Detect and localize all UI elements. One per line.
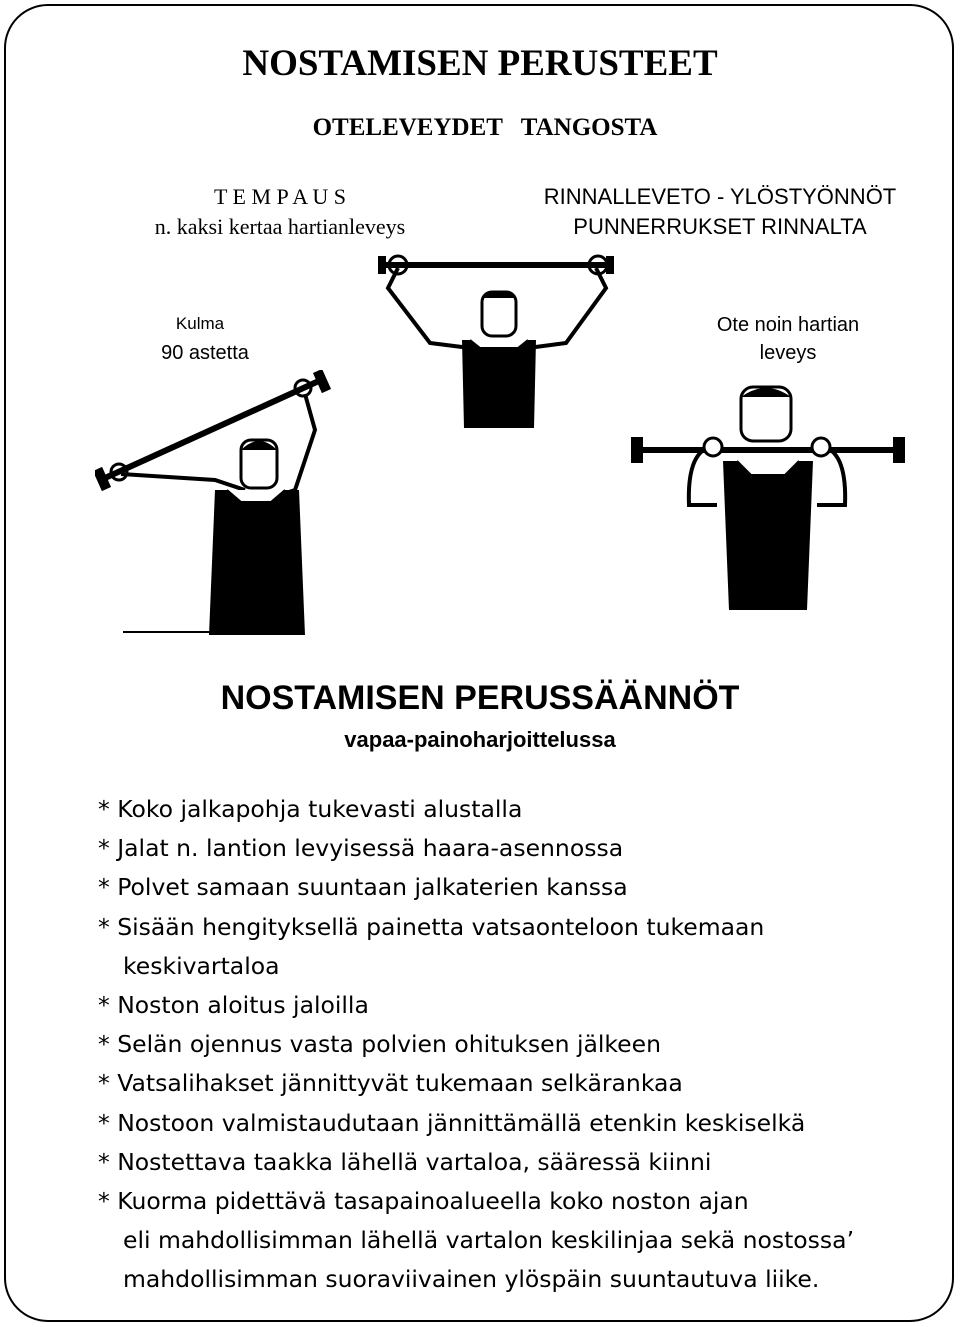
rule-item: * Vatsalihakset jännittyvät tukemaan selkärankaa [98,1069,683,1098]
clean-press-heading: RINNALLEVETO - YLÖSTYÖNNÖT [543,184,897,209]
rule-item: * Noston aloitus jaloilla [98,991,369,1020]
snatch-grip-note: n. kaksi kertaa hartianleveys [154,214,406,239]
grip-width-label: Ote noin hartian [716,314,860,336]
rule-item: * Jalat n. lantion levyisessä haara-asennossa [98,834,624,863]
rule-item: * Nostettava taakka lähellä vartaloa, sääressä kiinni [98,1147,712,1176]
grip-width-label-2: leveys [759,342,817,364]
angle-value-label: 90 astetta [161,342,249,364]
page-title: NOSTAMISEN PERUSTEET [242,43,718,84]
front-press-note: PUNNERRUKSET RINNALTA [573,214,867,239]
snatch-heading: T E M P A U S [213,184,347,209]
rule-item: * Sisään hengityksellä painetta vatsaonteloon tukemaan [98,912,765,941]
lifting-rules-list [98,790,854,1300]
rule-item-continuation: mahdollisimman suoraviivainen ylöspäin suuntautuva liike. [123,1265,820,1294]
angle-label: Kulma [175,314,225,333]
rules-title: NOSTAMISEN PERUSSÄÄNNÖT [220,679,740,717]
grip-widths-subtitle: OTELEVEYDET TANGOSTA [312,114,658,141]
rule-item: * Nostoon valmistaudutaan jännittämällä etenkin keskiselkä [98,1108,806,1137]
rule-item: * Kuorma pidettävä tasapainoalueella koko noston ajan [98,1187,749,1216]
overhead-grip-illustration [370,248,630,428]
front-press-illustration [625,385,910,610]
snatch-grip-illustration [95,370,335,635]
rule-item: * Selän ojennus vasta polvien ohituksen jälkeen [98,1030,661,1059]
rule-item: * Polvet samaan suuntaan jalkaterien kanssa [98,873,628,902]
rule-item-continuation: keskivartaloa [123,951,280,980]
rules-subtitle: vapaa-painoharjoittelussa [344,727,616,752]
rule-item-continuation: eli mahdollisimman lähellä vartalon keskilinjaa sekä nostossa’ [123,1226,855,1255]
rule-item: * Koko jalkapohja tukevasti alustalla [98,795,523,823]
